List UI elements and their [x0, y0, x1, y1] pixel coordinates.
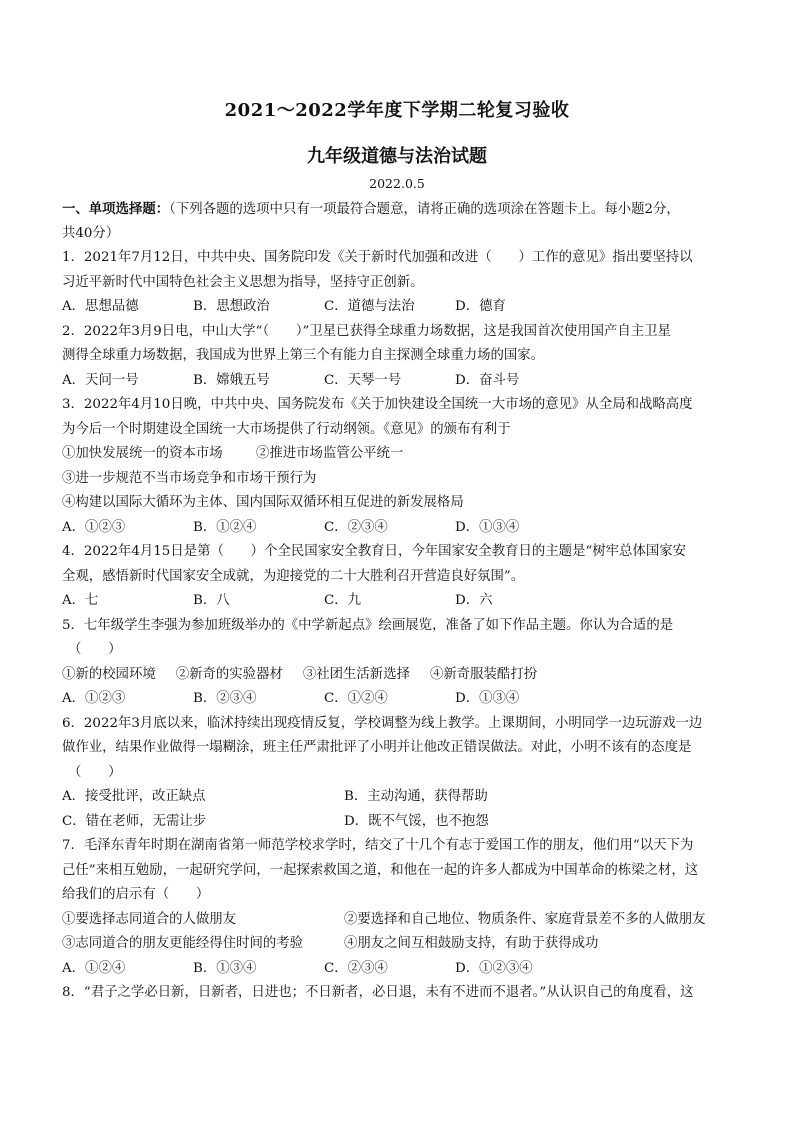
answer-blank: （ ）: [68, 764, 122, 780]
statement-1: ①要选择志同道合的人做朋友: [62, 911, 237, 927]
statement-3: ③社团生活新选择: [302, 666, 410, 682]
option-a: A．①②③: [62, 519, 126, 535]
question-8: [62, 981, 738, 1006]
question-text: 己任”来相互勉励，一起研究学问，一起探索救国之道，和他在一起的许多人都成为中国革命的栋梁之材，这: [62, 862, 699, 878]
option-c: C．①②④: [324, 691, 388, 706]
option-c: C．道德与法治: [324, 299, 415, 314]
option-c: C．天琴一号: [324, 372, 402, 388]
question-1: [62, 246, 738, 320]
question-2: [62, 320, 738, 394]
option-a: A．①②④: [62, 960, 126, 976]
question-text: 1．2021年7月12日，中共中央、国务院印发《关于新时代加强和改进（ ）工作的意见》指出要坚持以: [62, 250, 693, 265]
option-b: B．嫦娥五号: [193, 372, 270, 388]
statement-3: ③志同道合的朋友更能经得住时间的考验: [62, 936, 304, 951]
question-text: 4．2022年4月15日是第（ ）个全民国家安全教育日，今年国家安全教育日的主题是“树牢总体国家安: [62, 544, 687, 559]
statement-4: ④新奇服装酷打扮: [429, 666, 538, 682]
question-text: 习近平新时代中国特色社会主义思想为指导，坚持守正创新。: [62, 274, 424, 290]
option-c: C．九: [324, 593, 362, 608]
question-text: 3．2022年4月10日晚，中共中央、国务院发布《关于加快建设全国统一大市场的意见》从全局和战略高度: [62, 397, 693, 412]
option-c: C．错在老师，无需让步: [62, 813, 207, 829]
option-d: D．既不气馁，也不抱怨: [344, 813, 489, 829]
options-row: [62, 516, 738, 541]
options-row: [62, 369, 738, 394]
exam-subtitle: 九年级道德与法治试题: [307, 146, 487, 167]
option-b: B．①③④: [193, 960, 257, 976]
options-row: [62, 687, 738, 712]
statements-row: [62, 442, 738, 467]
statements-row: [62, 932, 738, 957]
statement-3: ③进一步规范不当市场竞争和市场干预行为: [62, 470, 317, 486]
question-5: [62, 614, 738, 712]
question-text: 7．毛泽东青年时期在湖南省第一师范学校求学时，结交了十几个有志于爱国工作的朋友，他们用“以天下为: [62, 838, 694, 853]
question-text: 做作业，结果作业做得一塌糊涂，班主任严肃批评了小明并让他改正错误做法。对此，小明不该有的态度是: [62, 740, 692, 755]
statement-2: ②新奇的实验器材: [175, 666, 283, 682]
exam-date: 2022.0.5: [369, 176, 425, 191]
statements-row: [62, 908, 738, 933]
option-a: A．七: [62, 593, 99, 608]
question-3: [62, 393, 738, 540]
option-b: B．八: [193, 593, 230, 608]
option-b: B．主动沟通，获得帮助: [344, 789, 488, 804]
statement-4: ④构建以国际大循环为主体、国内国际双循环相互促进的新发展格局: [62, 495, 464, 510]
statements-row: [62, 663, 738, 688]
question-text: 为今后一个时期建设全国统一大市场提供了行动纲领。《意见》的颁布有利于: [62, 421, 511, 437]
question-7: [62, 834, 738, 981]
option-d: D．①③④: [455, 519, 520, 535]
question-6: [62, 712, 738, 835]
question-text: 5．七年级学生李强为参加班级举办的《中学新起点》绘画展览，准备了如下作品主题。你认为合适的是: [62, 617, 674, 633]
option-a: A．接受批评，改正缺点: [62, 789, 206, 804]
question-text: 全观，感悟新时代国家安全成就，为迎接党的二十大胜利召开营造良好氛围”。: [62, 568, 525, 584]
options-row: [62, 295, 738, 320]
option-d: D．奋斗号: [455, 372, 520, 388]
question-text: 8．“君子之学必日新，日新者，日进也；不日新者，必日退，未有不进而不退者。”从认识自己的角度看，这: [62, 985, 694, 1000]
question-text: 测得全球重力场数据，我国成为世界上第三个有能力自主探测全球重力场的国家。: [62, 348, 545, 363]
answer-blank: （ ）: [68, 642, 122, 657]
question-text: 6．2022年3月底以来，临沭持续出现疫情反复，学校调整为线上教学。上课期间，小明同学一边玩游戏一边: [62, 715, 703, 731]
options-row: [62, 810, 738, 835]
option-b: B．①②④: [193, 519, 257, 535]
exam-content: [62, 197, 738, 1006]
option-d: D．德育: [455, 299, 506, 314]
options-row: [62, 589, 738, 614]
section-note: （下列各题的选项中只有一项最符合题意，请将正确的选项涂在答题卡上。每小题2分，: [169, 202, 680, 217]
statement-1: ①加快发展统一的资本市场: [62, 446, 223, 461]
option-b: B．②③④: [193, 691, 257, 706]
option-b: B．思想政治: [193, 299, 270, 314]
option-c: C．②③④: [324, 519, 388, 535]
options-row: [62, 957, 738, 982]
option-d: D．六: [455, 593, 493, 608]
option-c: C．②③④: [324, 960, 388, 976]
section-heading: [62, 197, 738, 222]
options-row: [62, 785, 738, 810]
section-note-cont: 共40分）: [62, 225, 120, 241]
statement-2: ②推进市场监管公平统一: [256, 446, 404, 461]
option-a: A．思想品德: [62, 299, 139, 314]
statement-4: ④朋友之间互相鼓励支持，有助于获得成功: [344, 936, 599, 951]
question-4: [62, 540, 738, 614]
option-a: A．①②③: [62, 691, 126, 706]
option-a: A．天问一号: [62, 372, 139, 388]
statement-1: ①新的校园环境: [62, 666, 156, 682]
question-text: 给我们的启示有（ ）: [62, 887, 210, 902]
exam-title: 2021～2022学年度下学期二轮复习验收: [224, 100, 570, 121]
option-d: D．①②③④: [455, 960, 533, 976]
question-text: 2．2022年3月9日电，中山大学“（ ）”卫星已获得全球重力场数据，这是我国首次使用国产自主卫星: [62, 323, 671, 339]
section-heading-label: 一、单项选择题：: [62, 201, 170, 217]
statement-2: ②要选择和自己地位、物质条件、家庭背景差不多的人做朋友: [344, 911, 706, 927]
option-d: D．①③④: [455, 691, 520, 706]
